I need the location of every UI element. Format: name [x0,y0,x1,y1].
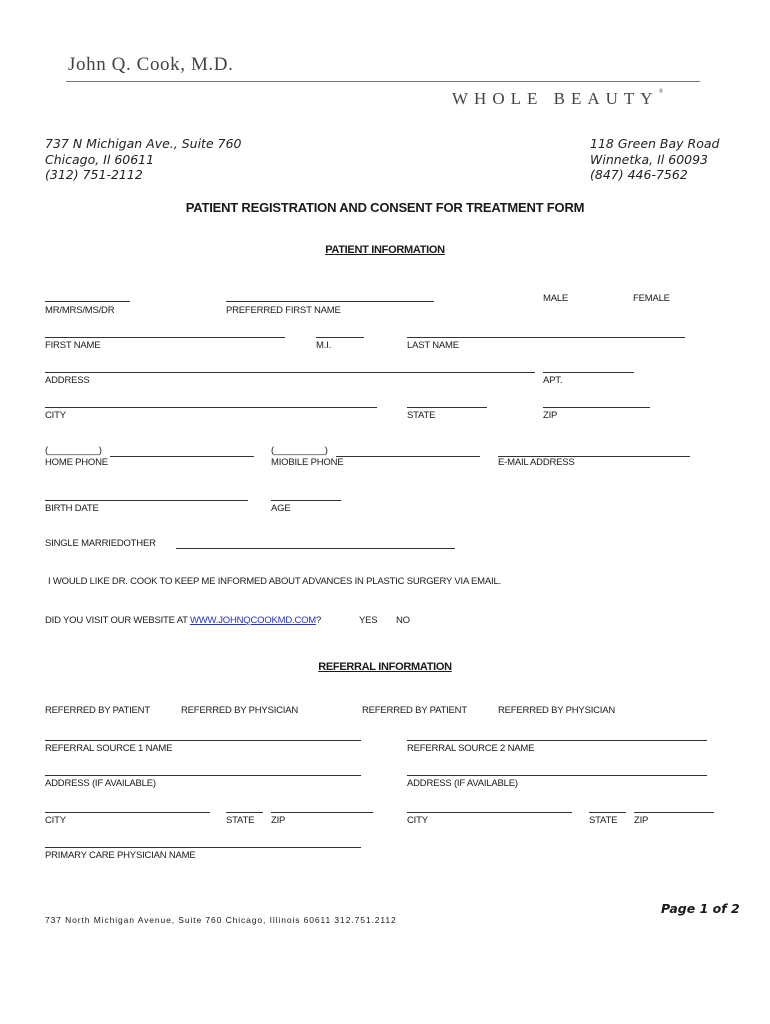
referral-city-1-field[interactable] [45,812,210,813]
apt-label: APT. [543,375,563,386]
referral-address-2-label: ADDRESS (IF AVAILABLE) [407,778,518,789]
referral-information-heading: REFERRAL INFORMATION [318,661,452,673]
birth-date-label: BIRTH DATE [45,503,99,514]
referral-state-2-label: STATE [589,815,618,826]
middle-initial-label: M.I. [316,340,332,351]
header-rule [66,81,700,82]
last-name-field[interactable] [407,337,685,338]
preferred-first-name-field[interactable] [226,301,434,302]
city-field[interactable] [45,407,377,408]
referral-zip-1-field[interactable] [271,812,373,813]
male-option[interactable]: MALE [543,293,569,304]
website-question-suffix: ? [316,615,322,626]
marital-other-field[interactable] [176,548,455,549]
footer-address: 737 North Michigan Avenue, Suite 760 Chicago, Illinois 60611 312.751.2112 [45,915,397,925]
registered-mark: ® [658,89,664,95]
referral-zip-2-field[interactable] [634,812,714,813]
primary-care-physician-label: PRIMARY CARE PHYSICIAN NAME [45,850,196,861]
preferred-first-name-label: PREFERRED FIRST NAME [226,305,341,316]
left-address-line: Chicago, Il 60611 [45,151,155,167]
website-no-option[interactable]: NO [396,615,410,626]
home-phone-label: HOME PHONE [45,457,108,468]
referral-address-2-field[interactable] [407,775,707,776]
referral-city-2-label: CITY [407,815,428,826]
middle-initial-field[interactable] [316,337,364,338]
website-question-prefix: DID YOU VISIT OUR WEBSITE AT [45,615,190,626]
home-phone-field[interactable] [110,456,254,457]
referred-by-patient-option-1[interactable]: REFERRED BY PATIENT [45,705,150,716]
first-name-field[interactable] [45,337,285,338]
referred-by-physician-option-1[interactable]: REFERRED BY PHYSICIAN [181,705,299,716]
title-field[interactable] [45,301,130,302]
page-number: Page 1 of 2 [661,901,740,916]
age-label: AGE [271,503,291,514]
email-label: E-MAIL ADDRESS [498,457,575,468]
email-consent-text: I WOULD LIKE DR. COOK TO KEEP ME INFORMED ABOUT ADVANCES IN PLASTIC SURGERY VIA EMAIL. [48,576,501,587]
website-yes-option[interactable]: YES [359,615,378,626]
referral-city-1-label: CITY [45,815,66,826]
referral-zip-1-label: ZIP [271,815,286,826]
apt-field[interactable] [543,372,634,373]
referral-source-1-field[interactable] [45,740,361,741]
patient-information-heading: PATIENT INFORMATION [325,244,445,256]
brand-text: WHOLE BEAUTY [452,89,659,108]
marital-status-options[interactable]: SINGLE MARRIEDOTHER [45,538,156,549]
city-label: CITY [45,410,66,421]
form-title: PATIENT REGISTRATION AND CONSENT FOR TREATMENT FORM [185,200,585,215]
left-address-line: 737 N Michigan Ave., Suite 760 [45,136,242,151]
first-name-label: FIRST NAME [45,340,101,351]
address-field[interactable] [45,372,535,373]
last-name-label: LAST NAME [407,340,459,351]
referral-address-1-field[interactable] [45,775,361,776]
referral-source-2-label: REFERRAL SOURCE 2 NAME [407,743,535,754]
female-option[interactable]: FEMALE [633,293,670,304]
title-label: MR/MRS/MS/DR [45,305,115,316]
state-label: STATE [407,410,436,421]
website-link[interactable]: WWW.JOHNQCOOKMD.COM [190,615,317,626]
referred-by-physician-option-2[interactable]: REFERRED BY PHYSICIAN [498,705,616,716]
right-address [590,136,719,183]
left-address-line: (312) 751-2112 [45,167,143,182]
referral-address-1-label: ADDRESS (IF AVAILABLE) [45,778,156,789]
referral-state-2-field[interactable] [589,812,626,813]
mobile-phone-field[interactable] [336,456,480,457]
mobile-phone-label: MIOBILE PHONE [271,457,344,468]
left-address [45,136,241,183]
right-address-line: 118 Green Bay Road [590,136,720,151]
website-question [45,615,321,626]
referral-zip-2-label: ZIP [634,815,649,826]
address-label: ADDRESS [45,375,90,386]
referred-by-patient-option-2[interactable]: REFERRED BY PATIENT [362,705,467,716]
referral-city-2-field[interactable] [407,812,572,813]
primary-care-physician-field[interactable] [45,847,361,848]
zip-label: ZIP [543,410,558,421]
age-field[interactable] [271,500,341,501]
zip-field[interactable] [543,407,650,408]
referral-state-1-label: STATE [226,815,255,826]
referral-source-2-field[interactable] [407,740,707,741]
referral-source-1-label: REFERRAL SOURCE 1 NAME [45,743,173,754]
birth-date-field[interactable] [45,500,248,501]
home-phone-area-code: (__________) [45,445,102,456]
right-address-line: (847) 446-7562 [590,167,688,182]
mobile-phone-area-code: (__________) [271,445,328,456]
right-address-line: Winnetka, Il 60093 [590,151,709,167]
doctor-name: John Q. Cook, M.D. [68,54,234,75]
brand-logo [452,89,663,109]
state-field[interactable] [407,407,487,408]
referral-state-1-field[interactable] [226,812,263,813]
